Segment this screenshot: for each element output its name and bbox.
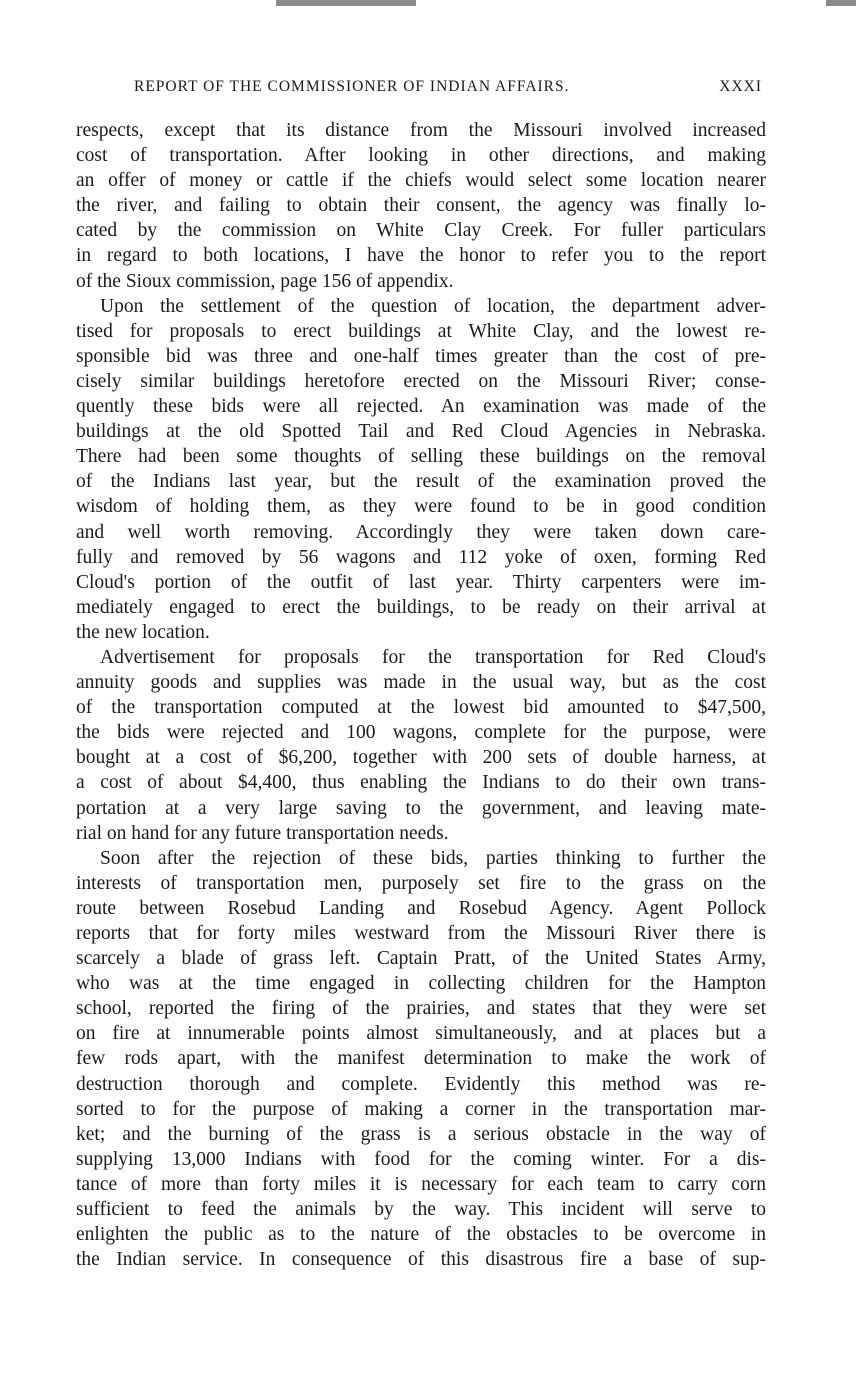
text-line: interests of transportation men, purposely set fire to the grass on the — [76, 872, 766, 894]
running-head-title: REPORT OF THE COMMISSIONER OF INDIAN AFFAIRS. — [134, 78, 570, 95]
text-line: sufficient to feed the animals by the way. This incident will serve to — [76, 1199, 766, 1221]
text-line: of the Sioux commission, page 156 of appendix. — [76, 270, 454, 292]
text-line: supplying 13,000 Indians with food for the coming winter. For a dis- — [76, 1148, 766, 1170]
paragraph-3 — [76, 645, 766, 846]
text-line: enlighten the public as to the nature of the obstacles to be overcome in — [76, 1224, 766, 1246]
paragraph-1 — [76, 118, 766, 294]
text-line: buildings at the old Spotted Tail and Red Cloud Agencies in Nebraska. — [76, 421, 766, 443]
text-line: Advertisement for proposals for the transportation for Red Cloud's — [100, 646, 766, 668]
paragraph-2 — [76, 294, 766, 645]
text-line: sorted to for the purpose of making a corner in the transportation mar- — [76, 1098, 766, 1120]
text-line: the river, and failing to obtain their consent, the agency was finally lo- — [76, 195, 766, 217]
text-line: bought at a cost of $6,200, together with 200 sets of double harness, at — [76, 747, 766, 769]
text-line: in regard to both locations, I have the honor to refer you to the report — [76, 245, 766, 267]
scan-artifact-top — [276, 0, 416, 6]
text-line: Upon the settlement of the question of location, the department adver- — [100, 295, 766, 317]
text-line: tance of more than forty miles it is necessary for each team to carry corn — [76, 1173, 766, 1195]
text-line: fully and removed by 56 wagons and 112 yoke of oxen, forming Red — [76, 546, 766, 568]
text-line: mediately engaged to erect the buildings, to be ready on their arrival at — [76, 596, 766, 618]
text-line: the Indian service. In consequence of this disastrous fire a base of sup- — [76, 1249, 766, 1271]
text-line: and well worth removing. Accordingly they were taken down care- — [76, 521, 766, 543]
text-line: of the Indians last year, but the result of the examination proved the — [76, 471, 766, 493]
text-line: sponsible bid was three and one-half times greater than the cost of pre- — [76, 345, 766, 367]
text-line: rial on hand for any future transportation needs. — [76, 822, 449, 844]
text-line: who was at the time engaged in collecting children for the Hampton — [76, 973, 766, 995]
text-line: the bids were rejected and 100 wagons, complete for the purpose, were — [76, 722, 766, 744]
text-line: the new location. — [76, 621, 210, 643]
text-line: tised for proposals to erect buildings at White Clay, and the lowest re- — [76, 320, 766, 342]
scan-artifact-top-right — [826, 0, 856, 6]
text-line: route between Rosebud Landing and Rosebud Agency. Agent Pollock — [76, 897, 766, 919]
text-line: Soon after the rejection of these bids, parties thinking to further the — [100, 847, 766, 869]
text-line: few rods apart, with the manifest determination to make the work of — [76, 1048, 766, 1070]
text-line: portation at a very large saving to the government, and leaving mate- — [76, 797, 766, 819]
text-line: cisely similar buildings heretofore erected on the Missouri River; conse- — [76, 370, 766, 392]
text-line: There had been some thoughts of selling these buildings on the removal — [76, 446, 766, 468]
page-number: XXXI — [719, 78, 762, 95]
text-line: a cost of about $4,400, thus enabling the Indians to do their own trans- — [76, 772, 766, 794]
text-line: of the transportation computed at the lowest bid amounted to $47,500, — [76, 697, 766, 719]
text-line: school, reported the firing of the prairies, and states that they were set — [76, 998, 766, 1020]
text-line: scarcely a blade of grass left. Captain Pratt, of the United States Army, — [76, 948, 766, 970]
text-line: an offer of money or cattle if the chiefs would select some location nearer — [76, 170, 766, 192]
text-line: quently these bids were all rejected. An examination was made of the — [76, 396, 766, 418]
text-line: destruction thorough and complete. Evidently this method was re- — [76, 1073, 766, 1095]
text-line: Cloud's portion of the outfit of last year. Thirty carpenters were im- — [76, 571, 766, 593]
text-line: reports that for forty miles westward from the Missouri River there is — [76, 923, 766, 944]
text-line: cost of transportation. After looking in other directions, and making — [76, 145, 766, 167]
text-line: on fire at innumerable points almost simultaneously, and at places but a — [76, 1023, 766, 1045]
paragraph-4 — [76, 846, 766, 1273]
text-line: wisdom of holding them, as they were found to be in good condition — [76, 496, 766, 518]
text-line: annuity goods and supplies was made in the usual way, but as the cost — [76, 672, 766, 694]
text-line: cated by the commission on White Clay Creek. For fuller particulars — [76, 220, 766, 242]
text-line: ket; and the burning of the grass is a serious obstacle in the way of — [76, 1123, 766, 1145]
body-text — [76, 118, 766, 1272]
text-line: respects, except that its distance from the Missouri involved increased — [76, 120, 766, 141]
